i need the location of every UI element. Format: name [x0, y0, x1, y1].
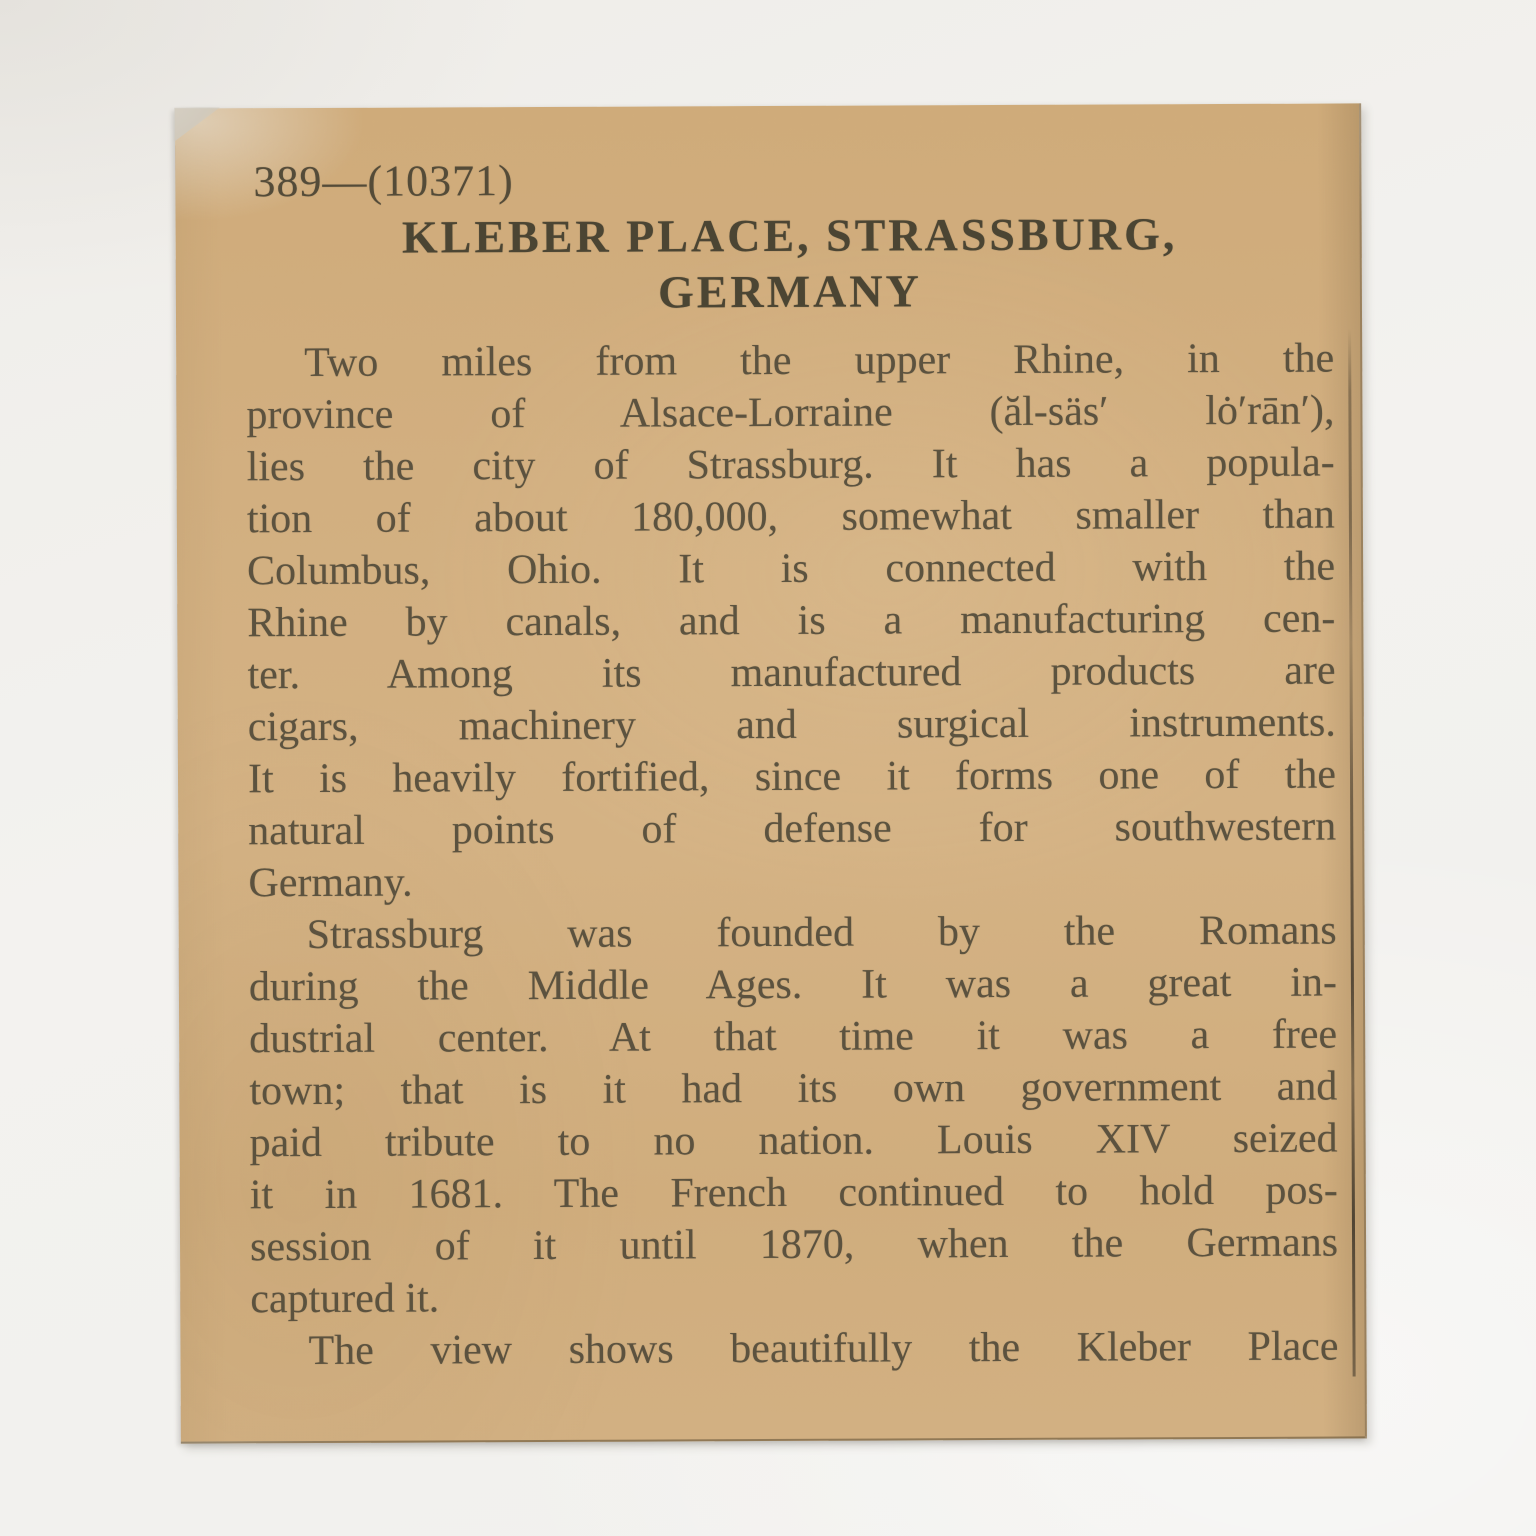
card-body: [246, 333, 1339, 1378]
text-line: session of it until 1870, when the Germans: [249, 1219, 1339, 1271]
text-line: Columbus, Ohio. It is connected with the: [247, 543, 1336, 595]
card-title-line-2: GERMANY: [657, 265, 922, 318]
text-line: natural points of defense for southwestern: [248, 803, 1337, 855]
text-line: Strassburg was founded by the Romans: [306, 907, 1337, 959]
text-line: ter. Among its manufactured products are: [247, 647, 1336, 699]
text-line: paid tribute to no nation. Louis XIV seized: [249, 1115, 1338, 1167]
text-line: Two miles from the upper Rhine, in the: [304, 335, 1335, 387]
text-line: Rhine by canals, and is a manufacturing cen-: [247, 595, 1336, 647]
stereograph-card-back: [175, 103, 1367, 1443]
text-line: tion of about 180,000, somewhat smaller than: [246, 491, 1335, 543]
paragraph-1: [246, 333, 1336, 910]
text-line: cigars, machinery and surgical instruments.: [247, 699, 1336, 751]
text-line: lies the city of Strassburg. It has a popula-: [246, 439, 1335, 491]
text-line: The view shows beautifully the Kleber Place: [308, 1323, 1339, 1375]
text-line: dustrial center. At that time it was a free: [249, 1011, 1338, 1063]
text-line: It is heavily fortified, since it forms one of the: [247, 751, 1337, 803]
text-line: captured it.: [250, 1275, 440, 1323]
text-line: province of Alsace-Lorraine (ăl-säs′ lȯ′rān′),: [246, 387, 1335, 439]
paragraph-3: [250, 1321, 1338, 1378]
text-line: during the Middle Ages. It was a great in-: [248, 959, 1338, 1011]
catalog-number: 389—(10371): [253, 156, 514, 207]
text-line: Germany.: [248, 859, 413, 907]
text-line: it in 1681. The French continued to hold pos-: [249, 1167, 1338, 1219]
card-content: [245, 150, 1338, 1378]
right-edge-rule: [1348, 328, 1356, 1376]
worn-corner-chip: [174, 107, 220, 141]
paragraph-2: [249, 905, 1339, 1326]
card-title: [246, 206, 1334, 323]
text-line: town; that is it had its own government and: [249, 1063, 1338, 1115]
card-title-line-1: KLEBER PLACE, STRASSBURG,: [401, 208, 1178, 263]
